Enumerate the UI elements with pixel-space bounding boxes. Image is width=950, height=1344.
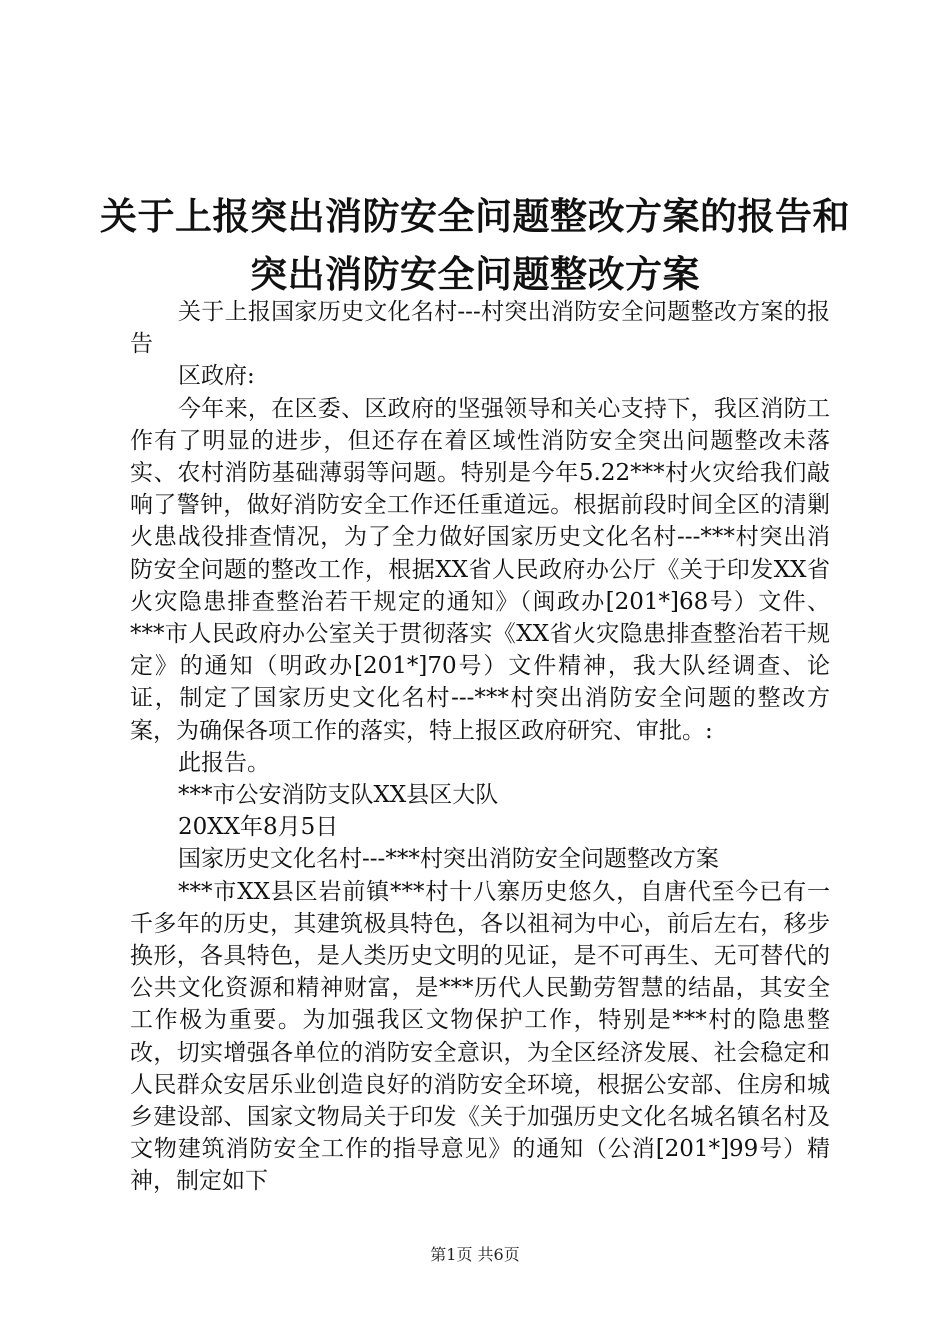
- body-paragraph: 今年来，在区委、区政府的坚强领导和关心支持下，我区消防工作有了明显的进步，但还存在着区域性消防安全突出问题整改未落实、农村消防基础薄弱等问题。特别是今年5.22***村火灾给我们敲响了警钟，做好消防安全工作还任重道远。根据前段时间全区的清剿火患战役排查情况，为了全力做好国家历史文化名村---***村突出消防安全问题的整改工作，根据XX省人民政府办公厅《关于印发XX省火灾隐患排查整治若干规定的通知》（闽政办[201*]68号）文件、***市人民政府办公室关于贯彻落实《XX省火灾隐患排查整治若干规定》的通知（明政办[201*]70号）文件精神，我大队经调查、论证，制定了国家历史文化名村---***村突出消防安全问题的整改方案，为确保各项工作的落实，特上报区政府研究、审批。:: [130, 395, 830, 744]
- report-heading: 关于上报国家历史文化名村---村突出消防安全问题整改方案的报告: [130, 299, 830, 358]
- signature-unit: ***市公安消防支队XX县区大队: [178, 782, 499, 809]
- closing-line: 此报告。: [178, 749, 270, 776]
- salutation: 区政府:: [178, 363, 255, 390]
- page-number: 第1页 共6页: [430, 1245, 520, 1264]
- document-body: [130, 296, 830, 1198]
- document-title-line-2: 突出消防安全问题整改方案: [250, 253, 700, 296]
- document-title-line-1: 关于上报突出消防安全问题整改方案的报告和: [100, 195, 850, 238]
- signature-date: 20XX年8月5日: [178, 814, 339, 841]
- body-paragraph: ***市XX县区岩前镇***村十八寨历史悠久，自唐代至今已有一千多年的历史，其建筑极具特色，各以祖祠为中心，前后左右，移步换形，各具特色，是人类历史文明的见证，是不可再生、无可替代的公共文化资源和精神财富，是***历代人民勤劳智慧的结晶，其安全工作极为重要。为加强我区文物保护工作，特别是***村的隐患整改，切实增强各单位的消防安全意识，为全区经济发展、社会稳定和人民群众安居乐业创造良好的消防安全环境，根据公安部、住房和城乡建设部、国家文物局关于印发《关于加强历史文化名城名镇名村及文物建筑消防安全工作的指导意见》的通知（公消[201*]99号）精神，制定如下: [130, 878, 830, 1195]
- plan-heading: 国家历史文化名村---***村突出消防安全问题整改方案: [178, 846, 719, 873]
